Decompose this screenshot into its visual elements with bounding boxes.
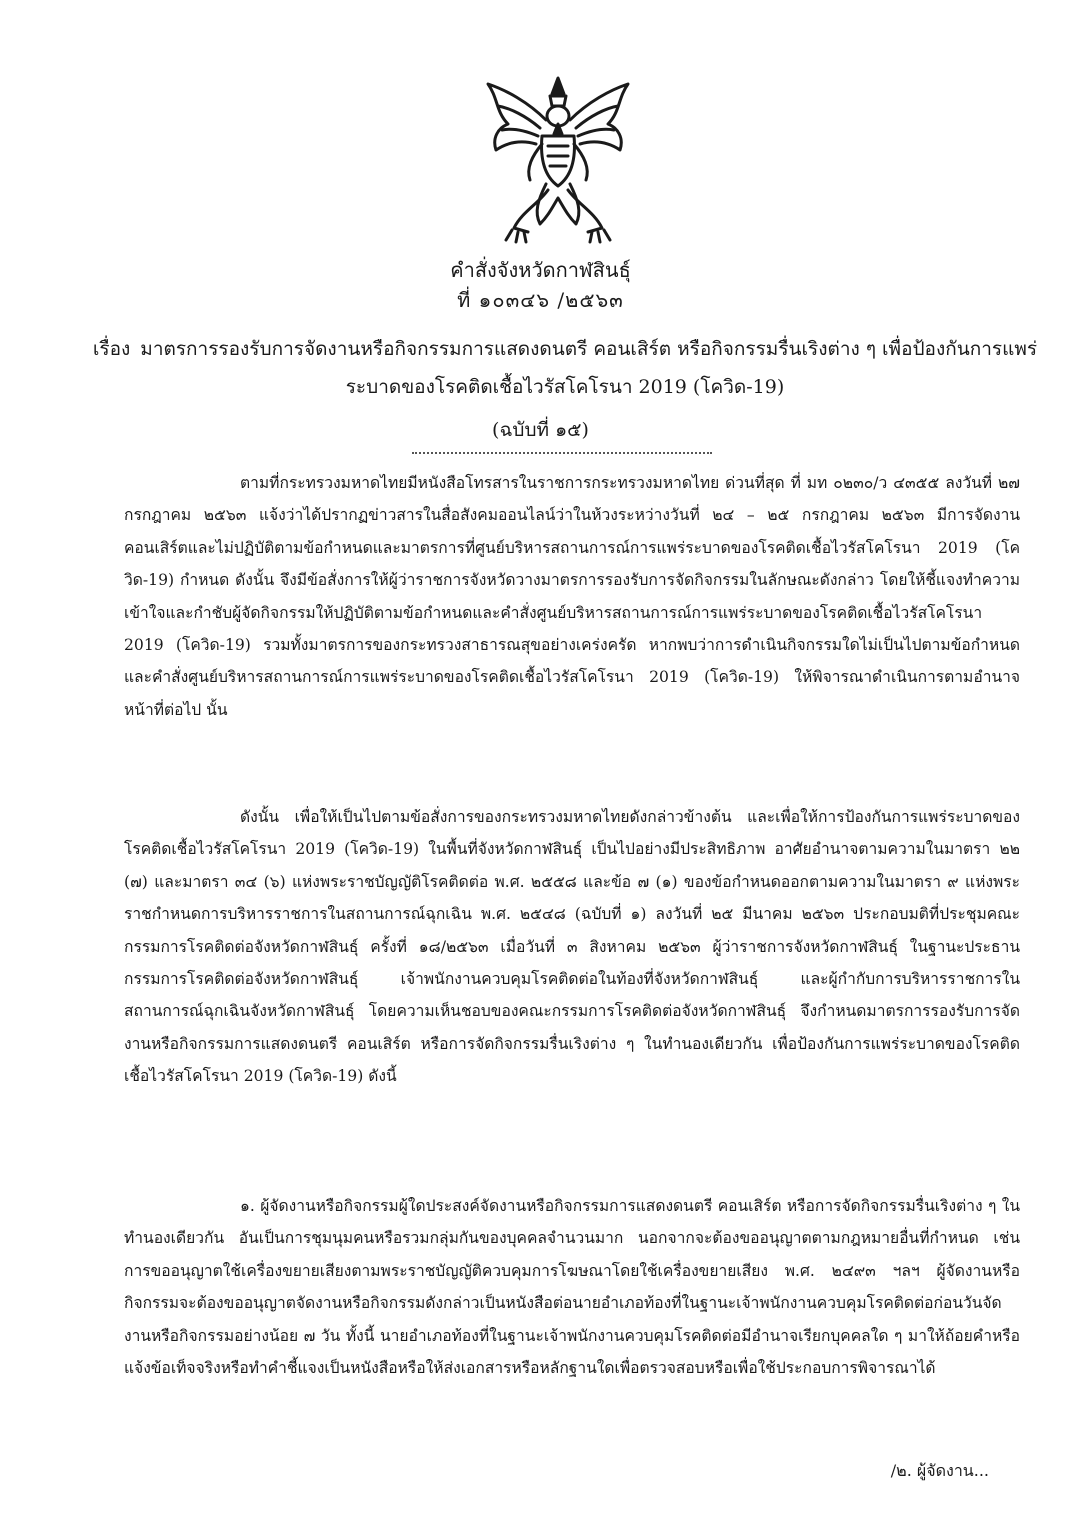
- paragraph-authority: ดังนั้น เพื่อให้เป็นไปตามข้อสั่งการของกระทรวงมหาดไทยดังกล่าวข้างต้น และเพื่อให้การป้องกันการแพร่ระบาดของโรคติดเชื้อไวรัสโคโรนา 2019 (โควิด-19) ในพื้นที่จังหวัดกาฬสินธุ์ เป็นไปอย่างมีประสิทธิภาพ อาศัยอำนาจตามความในมาตรา ๒๒ (๗) และมาตรา ๓๔ (๖) แห่งพระราชบัญญัติโรคติดต่อ พ.ศ. ๒๕๕๘ และข้อ ๗ (๑) ของข้อกำหนดออกตามความในมาตรา ๙ แห่งพระราชกำหนดการบริหารราชการในสถานการณ์ฉุกเฉิน พ.ศ. ๒๕๔๘ (ฉบับที่ ๑) ลงวันที่ ๒๕ มีนาคม ๒๕๖๓ ประกอบมติที่ประชุมคณะกรรมการโรคติดต่อจังหวัดกาฬสินธุ์ ครั้งที่ ๑๘/๒๕๖๓ เมื่อวันที่ ๓ สิงหาคม ๒๕๖๓ ผู้ว่าราชการจังหวัดกาฬสินธุ์ ในฐานะประธานกรรมการโรคติดต่อจังหวัดกาฬสินธุ์ เจ้าพนักงานควบคุมโรคติดต่อในท้องที่จังหวัดกาฬสินธุ์ และผู้กำกับการบริหารราชการในสถานการณ์ฉุกเฉินจังหวัดกาฬสินธุ์ โดยความเห็นชอบของคณะกรรมการโรคติดต่อจังหวัดกาฬสินธุ์ จึงกำหนดมาตรการรองรับการจัดงานหรือกิจกรรมการแสดงดนตรี คอนเสิร์ต หรือการจัดกิจกรรมรื่นเริงต่าง ๆ ในทำนองเดียวกัน เพื่อป้องกันการแพร่ระบาดของโรคติดเชื้อไวรัสโคโรนา 2019 (โควิด-19) ดังนี้: [124, 808, 1020, 1086]
- subject-label: เรื่อง: [92, 338, 131, 360]
- edition-label: (ฉบับที่ ๑๕): [492, 419, 589, 441]
- continuation-note: /๒. ผู้จัดงาน...: [890, 1461, 989, 1480]
- order-number: ที่ ๑๐๓๔๖ /๒๕๖๓: [457, 288, 624, 312]
- subject-block: [90, 330, 1040, 406]
- paragraph-preamble: ตามที่กระทรวงมหาดไทยมีหนังสือโทรสารในราชการกระทรวงมหาดไทย ด่วนที่สุด ที่ มท ๐๒๓๐/ว ๔๓๕๕ ลงวันที่ ๒๗ กรกฎาคม ๒๕๖๓ แจ้งว่าได้ปรากฏข่าวสารในสื่อสังคมออนไลน์ว่าในห้วงระหว่างวันที่ ๒๔ – ๒๕ กรกฎาคม ๒๕๖๓ มีการจัดงานคอนเสิร์ตและไม่ปฏิบัติตามข้อกำหนดและมาตรการที่ศูนย์บริหารสถานการณ์การแพร่ระบาดของโรคติดเชื้อไวรัสโคโรนา 2019 (โควิด-19) กำหนด ดังนั้น จึงมีข้อสั่งการให้ผู้ว่าราชการจังหวัดวางมาตรการรองรับการจัดกิจกรรมในลักษณะดังกล่าว โดยให้ชี้แจงทำความเข้าใจและกำชับผู้จัดกิจกรรมให้ปฏิบัติตามข้อกำหนดและคำสั่งศูนย์บริหารสถานการณ์การแพร่ระบาดของโรคติดเชื้อไวรัสโคโรนา 2019 (โควิด-19) รวมทั้งมาตรการของกระทรวงสาธารณสุขอย่างเคร่งครัด หากพบว่าการดำเนินกิจกรรมใดไม่เป็นไปตามข้อกำหนดและคำสั่งศูนย์บริหารสถานการณ์การแพร่ระบาดของโรคติดเชื้อไวรัสโคโรนา 2019 (โควิด-19) ให้พิจารณาดำเนินการตามอำนาจหน้าที่ต่อไป นั้น: [124, 474, 1020, 719]
- subject-text: มาตรการรองรับการจัดงานหรือกิจกรรมการแสดงดนตรี คอนเสิร์ต หรือกิจกรรมรื่นเริงต่าง ๆ เพื่อป้องกันการแพร่ระบาดของโรคติดเชื้อไวรัสโคโรนา 2019 (โควิด-19): [140, 338, 1038, 398]
- dotted-separator: [412, 452, 712, 454]
- order-title: คำสั่งจังหวัดกาฬสินธุ์: [450, 258, 631, 282]
- paragraph-clause-1: ๑. ผู้จัดงานหรือกิจกรรมผู้ใดประสงค์จัดงานหรือกิจกรรมการแสดงดนตรี คอนเสิร์ต หรือการจัดกิจกรรมรื่นเริงต่าง ๆ ในทำนองเดียวกัน อันเป็นการชุมนุมคนหรือรวมกลุ่มกันของบุคคลจำนวนมาก นอกจากจะต้องขออนุญาตตามกฎหมายอื่นที่กำหนด เช่น การขออนุญาตใช้เครื่องขยายเสียงตามพระราชบัญญัติควบคุมการโฆษณาโดยใช้เครื่องขยายเสียง พ.ศ. ๒๔๙๓ ฯลฯ ผู้จัดงานหรือกิจกรรมจะต้องขออนุญาตจัดงานหรือกิจกรรมดังกล่าวเป็นหนังสือต่อนายอำเภอท้องที่ในฐานะเจ้าพนักงานควบคุมโรคติดต่อก่อนวันจัดงานหรือกิจกรรมอย่างน้อย ๗ วัน ทั้งนี้ นายอำเภอท้องที่ในฐานะเจ้าพนักงานควบคุมโรคติดต่อมีอำนาจเรียกบุคคลใด ๆ มาให้ถ้อยคำหรือแจ้งข้อเท็จจริงหรือทำคำชี้แจงเป็นหนังสือหรือให้ส่งเอกสารหรือหลักฐานใดเพื่อตรวจสอบหรือเพื่อใช้ประกอบการพิจารณาได้: [124, 1197, 1020, 1378]
- garuda-emblem-icon: [478, 72, 638, 248]
